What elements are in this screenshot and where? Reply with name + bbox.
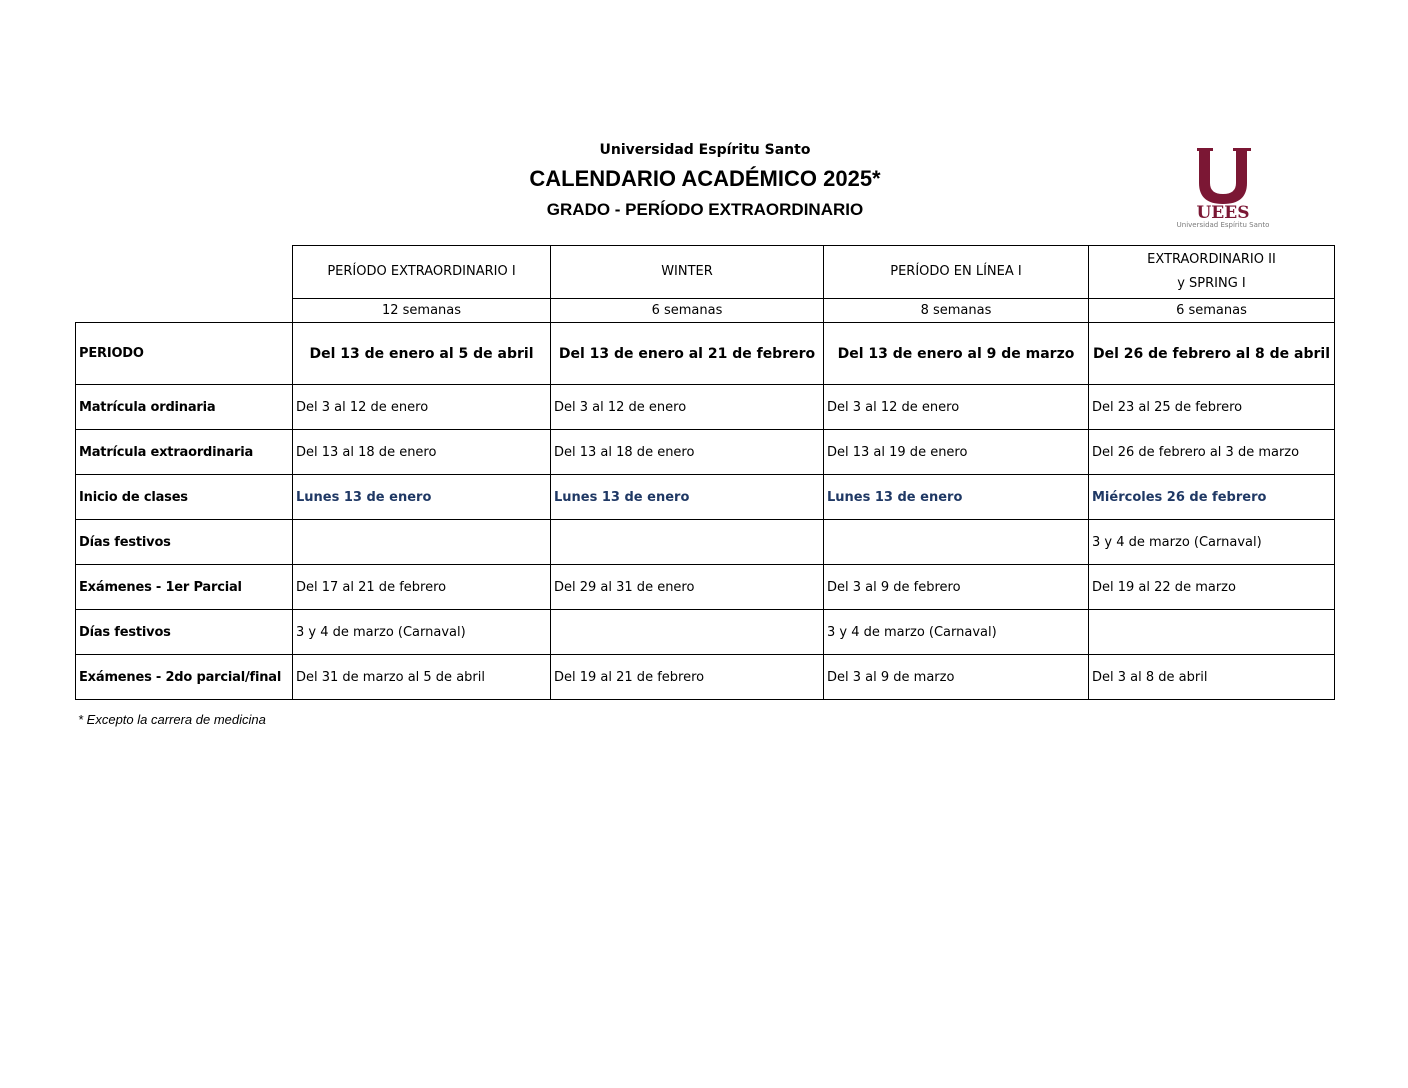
table-cell: Del 3 al 12 de enero (551, 385, 824, 430)
weeks-cell: 6 semanas (1089, 299, 1335, 323)
column-header-line: y SPRING I (1177, 276, 1246, 291)
page-subtitle: GRADO - PERÍODO EXTRAORDINARIO (546, 200, 864, 219)
row-label: Inicio de clases (76, 475, 293, 520)
logo-wordmark: UEES (1196, 203, 1250, 223)
row-label: PERIODO (76, 323, 293, 385)
table-row (76, 430, 1335, 475)
table-cell: Lunes 13 de enero (824, 475, 1089, 520)
weeks-cell: 12 semanas (293, 299, 551, 323)
table-cell: Del 13 al 18 de enero (293, 430, 551, 475)
table-row (76, 475, 1335, 520)
table-cell: Del 26 de febrero al 3 de marzo (1089, 430, 1335, 475)
period-cell: Del 13 de enero al 5 de abril (293, 323, 551, 385)
period-cell: Del 13 de enero al 9 de marzo (824, 323, 1089, 385)
table-row (76, 385, 1335, 430)
table-cell: Miércoles 26 de febrero (1089, 475, 1335, 520)
period-cell: Del 13 de enero al 21 de febrero (551, 323, 824, 385)
row-label: Matrícula extraordinaria (76, 430, 293, 475)
table-cell: Del 31 de marzo al 5 de abril (293, 655, 551, 700)
row-label: Exámenes - 2do parcial/final (76, 655, 293, 700)
period-cell: Del 26 de febrero al 8 de abril (1089, 323, 1335, 385)
weeks-row (76, 299, 1335, 323)
footnote: * Excepto la carrera de medicina (78, 712, 266, 727)
uees-logo-mark (1175, 145, 1271, 205)
table-cell: Del 13 al 18 de enero (551, 430, 824, 475)
table-cell (824, 520, 1089, 565)
table-cell: Lunes 13 de enero (551, 475, 824, 520)
row-label: Días festivos (76, 520, 293, 565)
logo-caption: Universidad Espíritu Santo (1176, 221, 1270, 229)
table-cell: Del 17 al 21 de febrero (293, 565, 551, 610)
table-row (76, 565, 1335, 610)
table-cell (551, 610, 824, 655)
weeks-cell: 8 semanas (824, 299, 1089, 323)
empty-corner (76, 246, 293, 299)
row-label: Exámenes - 1er Parcial (76, 565, 293, 610)
column-header: PERÍODO EXTRAORDINARIO I (293, 246, 551, 299)
table-row (76, 655, 1335, 700)
empty-corner (76, 299, 293, 323)
row-label: Matrícula ordinaria (76, 385, 293, 430)
table-cell (551, 520, 824, 565)
table-cell: Del 29 al 31 de enero (551, 565, 824, 610)
column-header: WINTER (551, 246, 824, 299)
institution-name: Universidad Espíritu Santo (599, 142, 811, 158)
table-cell: 3 y 4 de marzo (Carnaval) (1089, 520, 1335, 565)
table-cell (293, 520, 551, 565)
table-cell: Del 19 al 22 de marzo (1089, 565, 1335, 610)
column-header (1089, 246, 1335, 299)
table-cell: Del 3 al 9 de febrero (824, 565, 1089, 610)
weeks-cell: 6 semanas (551, 299, 824, 323)
column-header-row (76, 246, 1335, 299)
uees-logo (1175, 145, 1271, 233)
table-cell: Lunes 13 de enero (293, 475, 551, 520)
table-cell: 3 y 4 de marzo (Carnaval) (824, 610, 1089, 655)
column-header-line: EXTRAORDINARIO II (1147, 252, 1276, 267)
table-cell: 3 y 4 de marzo (Carnaval) (293, 610, 551, 655)
table-cell: Del 19 al 21 de febrero (551, 655, 824, 700)
table-cell: Del 23 al 25 de febrero (1089, 385, 1335, 430)
table-cell: Del 3 al 12 de enero (824, 385, 1089, 430)
row-label: Días festivos (76, 610, 293, 655)
table-row (76, 520, 1335, 565)
table-cell: Del 3 al 9 de marzo (824, 655, 1089, 700)
table-cell: Del 13 al 19 de enero (824, 430, 1089, 475)
column-header: PERÍODO EN LÍNEA I (824, 246, 1089, 299)
table-cell (1089, 610, 1335, 655)
table-cell: Del 3 al 8 de abril (1089, 655, 1335, 700)
table-cell: Del 3 al 12 de enero (293, 385, 551, 430)
calendar-table (75, 245, 1335, 700)
table-row (76, 610, 1335, 655)
period-row (76, 323, 1335, 385)
page-title: CALENDARIO ACADÉMICO 2025* (529, 166, 881, 191)
